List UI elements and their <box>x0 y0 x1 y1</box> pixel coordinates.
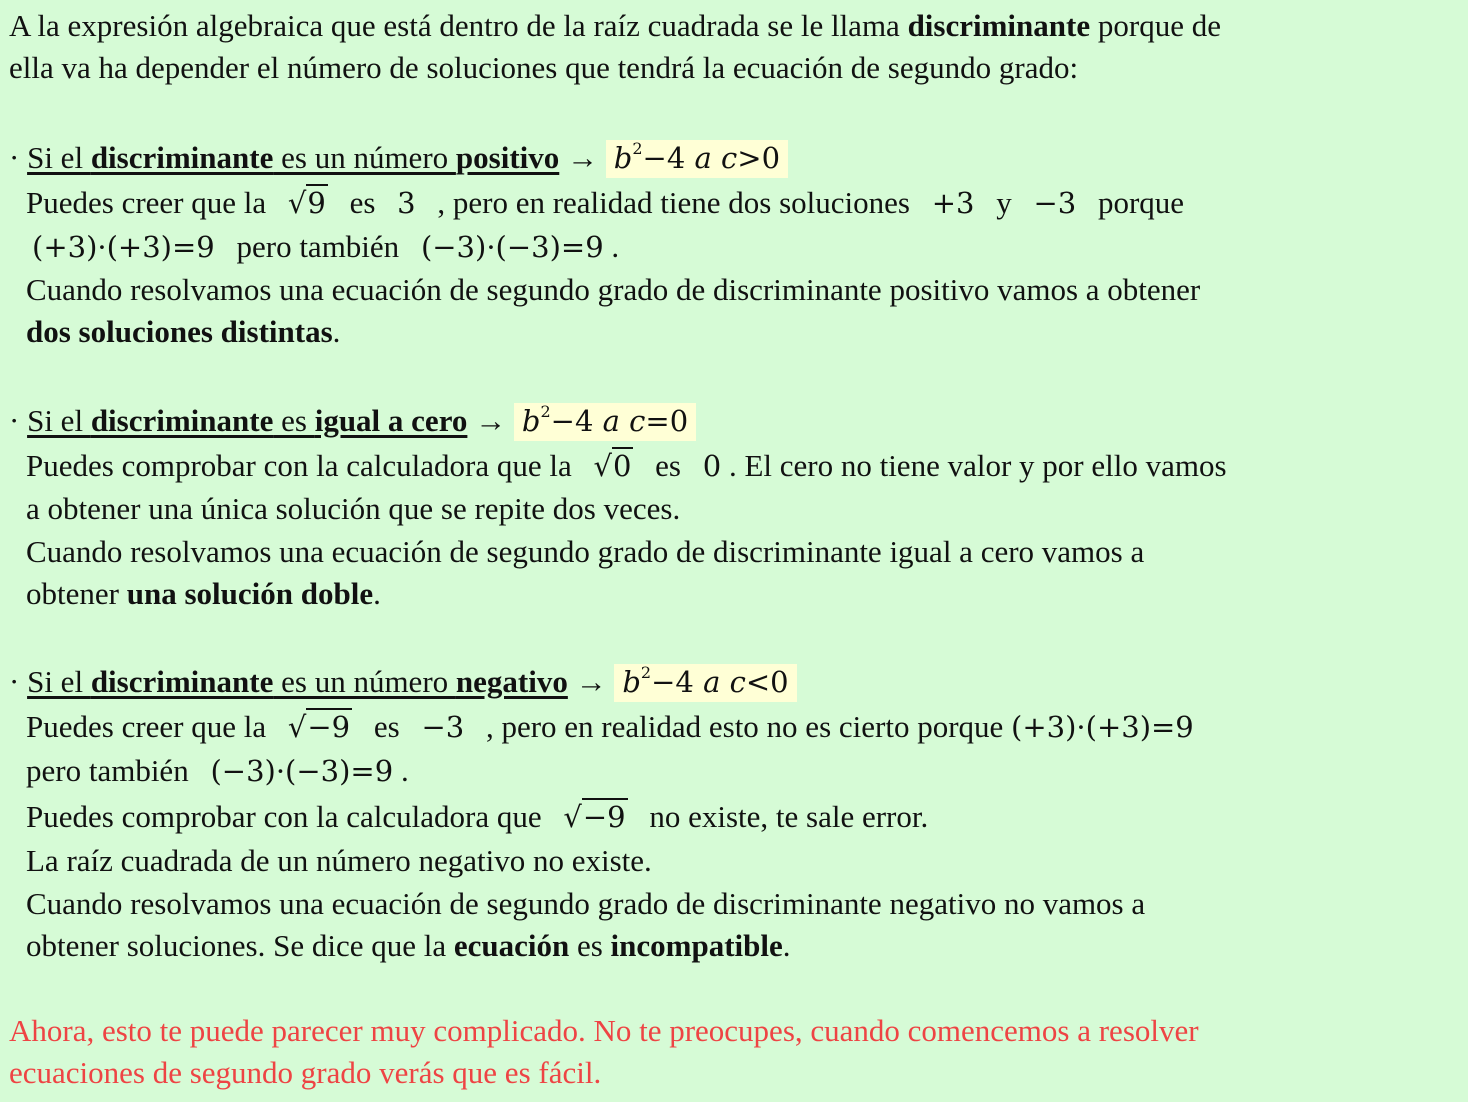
negative-line-5: Cuando resolvamos una ecuación de segundo grado de discriminante negativo no vamos a <box>26 886 1146 921</box>
negative-line-2: pero también (−3)·(−3)=9 . <box>26 753 409 788</box>
bullet: · <box>9 403 28 438</box>
arrow-icon: → <box>467 403 514 438</box>
sqrt-expression: √0 <box>593 449 632 483</box>
sqrt-expression: √−9 <box>563 800 626 834</box>
negative-line-6: obtener soluciones. Se dice que la ecuación es incompatible. <box>26 928 791 963</box>
intro-text: porque de <box>1090 8 1221 43</box>
intro-keyword: discriminante <box>907 8 1091 43</box>
positive-line-1: Puedes creer que la √9 es 3 , pero en realidad tiene dos soluciones +3 y −3 porque <box>26 183 1184 223</box>
positive-line-2: (+3)·(+3)=9 pero también (−3)·(−3)=9 . <box>32 229 620 264</box>
negative-heading-text: Si el discriminante es un número negativo <box>27 664 568 699</box>
arrow-icon: → <box>567 664 615 699</box>
zero-heading-text: Si el discriminante es igual a cero <box>27 403 468 438</box>
zero-line-1: Puedes comprobar con la calculadora que la √0 es 0 . El cero no tiene valor y por ello vamos <box>26 446 1227 486</box>
intro-line-1 <box>9 6 1221 46</box>
arrow-icon: → <box>559 140 606 175</box>
intro-line-2: ella va ha depender el número de soluciones que tendrá la ecuación de segundo grado: <box>9 50 1079 85</box>
zero-heading <box>9 401 696 441</box>
positive-line-3: Cuando resolvamos una ecuación de segundo grado de discriminante positivo vamos a obtener <box>26 272 1201 307</box>
negative-line-3: Puedes comprobar con la calculadora que √−9 no existe, te sale error. <box>26 797 928 837</box>
zero-line-2: a obtener una única solución que se repite dos veces. <box>26 491 681 526</box>
positive-formula: $b^2-4$ a c>0 <box>606 140 788 178</box>
positive-heading <box>9 138 788 178</box>
negative-heading <box>9 662 797 702</box>
closing-line-2: ecuaciones de segundo grado verás que es fácil. <box>9 1055 602 1090</box>
zero-line-3: Cuando resolvamos una ecuación de segundo grado de discriminante igual a cero vamos a <box>26 534 1145 569</box>
negative-line-4: La raíz cuadrada de un número negativo no existe. <box>26 843 652 878</box>
negative-formula: $b^2-4$ a c<0 <box>614 664 796 702</box>
bullet: · <box>9 140 28 175</box>
sqrt-expression: √−9 <box>287 710 351 744</box>
zero-line-4: obtener una solución doble. <box>26 576 381 611</box>
zero-formula: $b^2-4$ a c=0 <box>514 403 696 441</box>
bullet: · <box>9 664 28 699</box>
intro-text: A la expresión algebraica que está dentro de la raíz cuadrada se le llama <box>9 8 908 43</box>
negative-line-1: Puedes creer que la √−9 es −3 , pero en realidad esto no es cierto porque (+3)·(+3)=9 <box>26 707 1194 747</box>
sqrt-expression: √9 <box>287 186 326 220</box>
positive-heading-text: Si el discriminante es un número positivo <box>27 140 560 175</box>
closing-line-1: Ahora, esto te puede parecer muy complicado. No te preocupes, cuando comencemos a resolver <box>9 1013 1199 1048</box>
positive-line-4: dos soluciones distintas. <box>26 314 341 349</box>
